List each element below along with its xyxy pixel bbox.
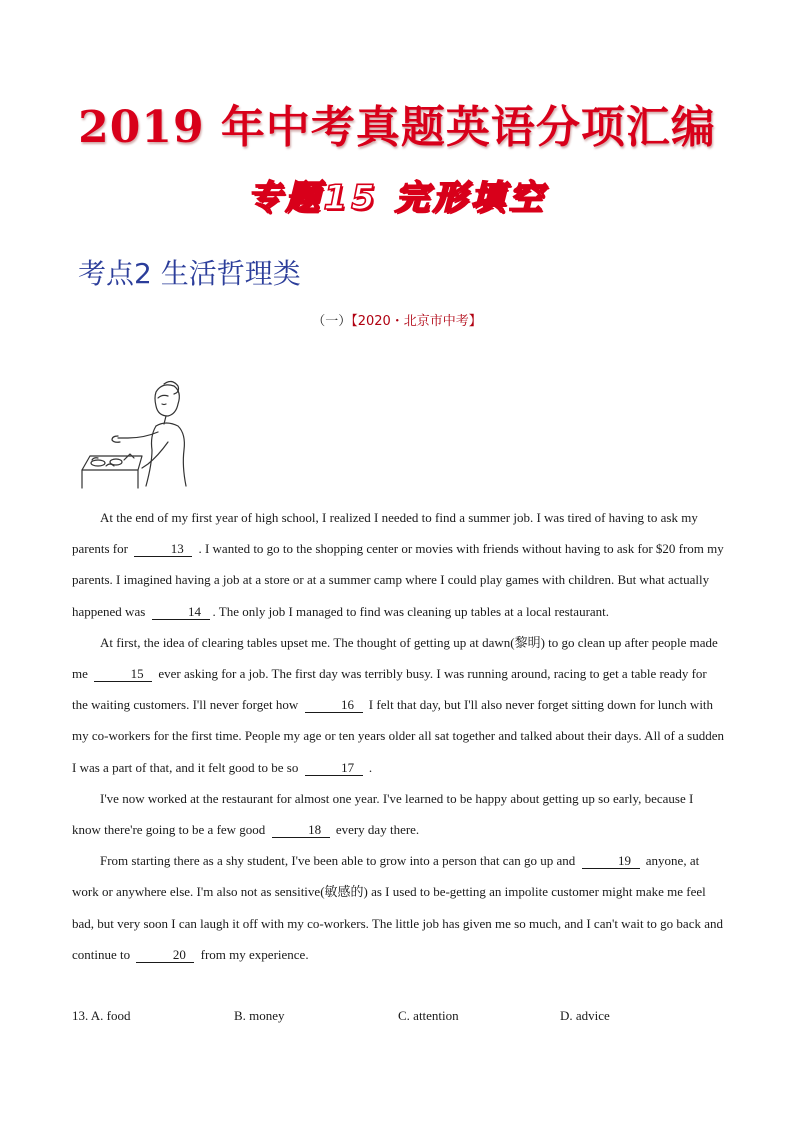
option-a: 13. A. food [72,1008,131,1023]
source-tag: 【2020・北京市中考】 [351,314,482,329]
blank-15: 15 [94,667,152,682]
blank-16: 16 [305,698,363,713]
option-b: B. money [234,1008,285,1023]
question-13-options [72,1004,724,1028]
passage-paragraph: At first, the idea of clearing tables upset me. The thought of getting up at dawn(黎明) to go clean up after people made me 15 ever asking for a job. The first day was terribly busy. I was running around, racing to get a table ready for the waiting customers. I'll never forget how 16 I felt that day, but I'll also never forget sitting down for lunch with my co-workers for the first time. People my age or ten years older all sat together and talked about their days. All of a sudden I was a part of that, and it felt good to be so 17 . [72,634,724,775]
section-heading: 考点2 生活哲理类 [78,257,301,290]
source-number: （一） [312,314,352,329]
blank-20: 20 [136,948,194,963]
passage-paragraph: I've now worked at the restaurant for almost one year. I've learned to be happy about getting up so early, because I know there're going to be a few good 18 every day there. [72,790,694,838]
passage-paragraph: From starting there as a shy student, I've been able to grow into a person that can go up and 19 anyone, at work or anywhere else. I'm also not as sensitive(敏感的) as I used to be-getting an impolite customer might make me feel bad, but very soon I can laugh it off with my co-workers. The little job has given me so much, and I can't wait to go back and continue to 20 from my experience. [72,853,723,962]
passage-paragraph: At the end of my first year of high school, I realized I needed to find a summer job. I was tired of having to ask my parents for 13 . I wanted to go to the shopping center or movies with friends without having to ask for $20 from my parents. I imagined having a job at a store or at a summer camp where I could play games with children. But what actually happened was 14 . The only job I managed to find was cleaning up tables at a local restaurant. [72,510,724,619]
waitress-illustration [78,376,192,490]
blank-17: 17 [305,761,363,776]
blank-18: 18 [272,823,330,838]
page-title: 2019 年中考真题英语分项汇编 [78,102,716,153]
option-c: C. attention [398,1008,459,1023]
option-d: D. advice [560,1008,610,1023]
blank-13: 13 [134,542,192,557]
cloze-passage [72,502,724,970]
blank-14: 14 [152,605,210,620]
topic-subtitle: 专题15 完形填空 [247,178,547,218]
source-line [0,312,794,332]
blank-19: 19 [582,854,640,869]
